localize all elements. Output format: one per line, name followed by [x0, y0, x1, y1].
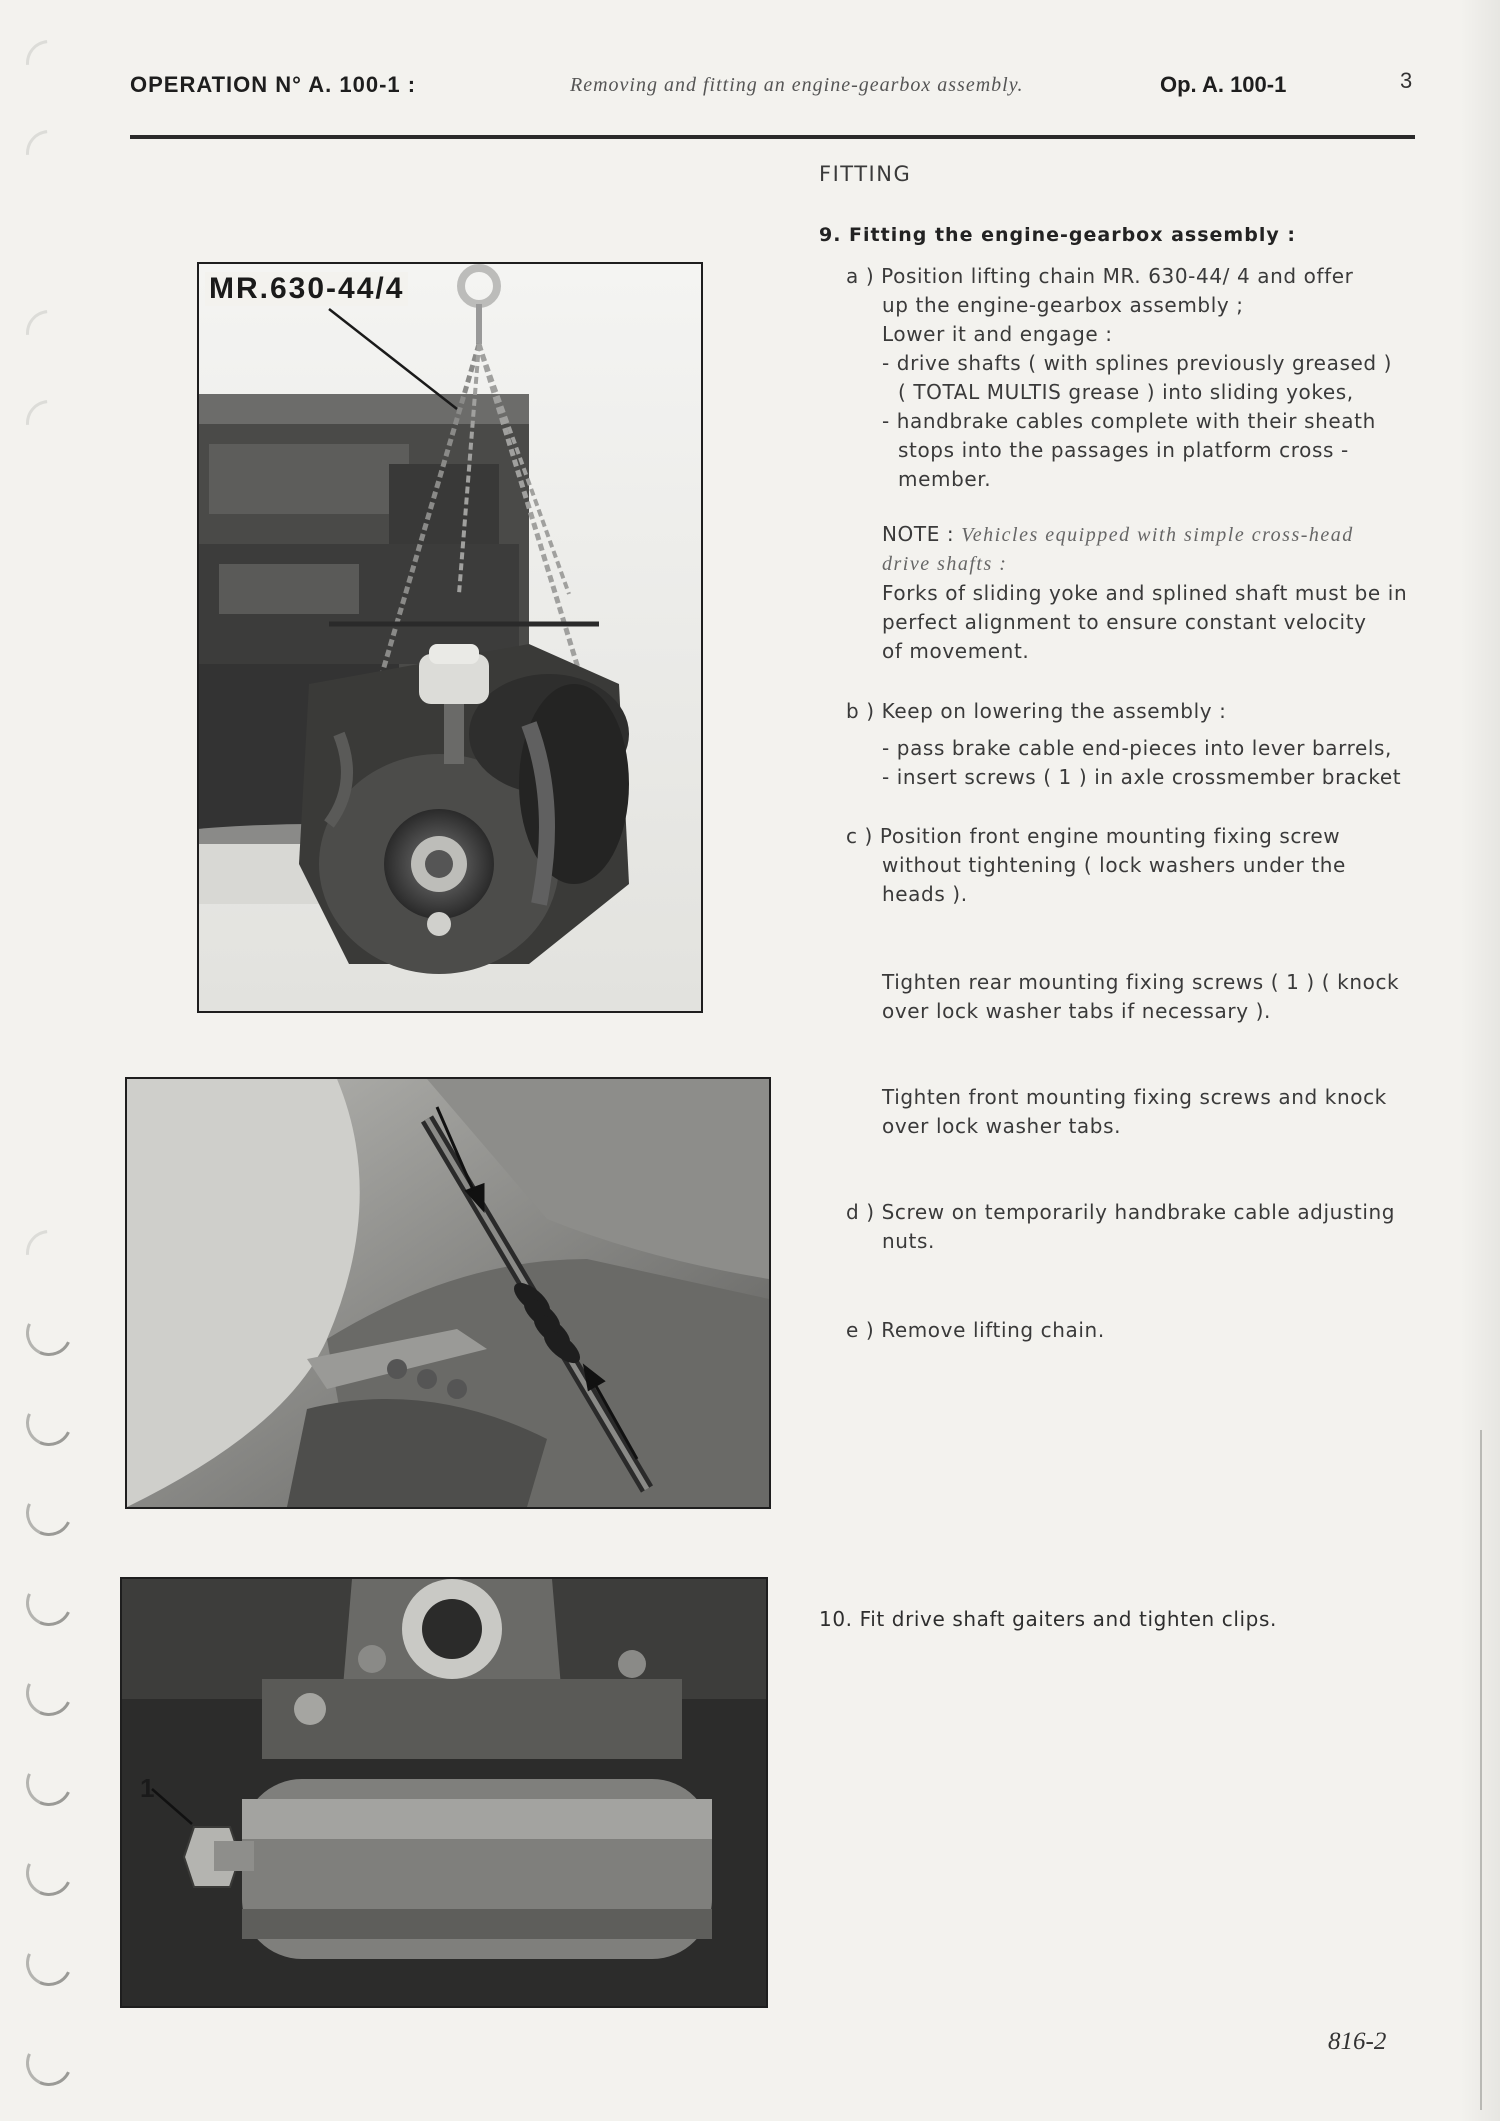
note-heading: Vehicles equipped with simple cross-head	[961, 524, 1354, 546]
text-line: - pass brake cable end-pieces into lever barrels,	[882, 736, 1393, 760]
operation-code: Op. A. 100-1	[1160, 72, 1287, 97]
page-number: 3	[1400, 68, 1413, 93]
text-line: d ) Screw on temporarily handbrake cable adjusting	[846, 1200, 1396, 1224]
binder-hole	[20, 2034, 79, 2093]
binder-hole	[20, 1934, 79, 1993]
text-line: heads ).	[882, 882, 968, 906]
step-e	[846, 1316, 1105, 1345]
text-line: - insert screws ( 1 ) in axle crossmember bracket	[882, 765, 1402, 789]
binder-hole	[20, 1664, 79, 1723]
text-line: a ) Position lifting chain MR. 630-44/ 4 and offer	[846, 264, 1354, 288]
step-9-heading: 9. Fitting the engine-gearbox assembly :	[819, 224, 1296, 246]
text-line: over lock washer tabs if necessary ).	[882, 999, 1271, 1023]
step-d	[846, 1198, 1395, 1256]
note-heading-cont: drive shafts :	[882, 553, 1008, 575]
binder-hole	[17, 1221, 82, 1286]
step-c	[846, 822, 1346, 909]
engine-photo	[199, 264, 701, 1011]
text-line: nuts.	[882, 1229, 935, 1253]
section-heading: FITTING	[819, 162, 912, 186]
binder-hole	[17, 121, 82, 186]
text-line: - handbrake cables complete with their sheath	[882, 409, 1376, 433]
header-rule	[130, 135, 1415, 139]
text-line: c ) Position front engine mounting fixing screw	[846, 824, 1341, 848]
callout-number: 1	[140, 1773, 155, 1803]
text-line: member.	[898, 467, 992, 491]
text-line: Lower it and engage :	[882, 322, 1113, 346]
note-label: NOTE :	[882, 522, 955, 546]
binder-hole	[17, 391, 82, 456]
text-line: perfect alignment to ensure constant velocity	[882, 610, 1367, 634]
step-a	[846, 262, 1392, 494]
binder-hole	[20, 1484, 79, 1543]
binder-hole	[20, 1844, 79, 1903]
binder-hole	[17, 31, 82, 96]
front-mounting-text	[882, 1083, 1387, 1141]
text-line: over lock washer tabs.	[882, 1114, 1122, 1138]
operation-title: Removing and fitting an engine-gearbox assembly.	[570, 74, 1024, 96]
figure-rear-mounting-screw	[120, 1577, 768, 2008]
page-edge-line	[1480, 1430, 1482, 2110]
figure-handbrake-cable	[125, 1077, 771, 1509]
figure-engine-on-lifting-chain	[197, 262, 703, 1013]
page-header	[130, 68, 1415, 108]
handbrake-cable-photo	[127, 1079, 769, 1507]
text-line: stops into the passages in platform cross -	[898, 438, 1349, 462]
binder-hole	[20, 1394, 79, 1453]
text-line: Forks of sliding yoke and splined shaft must be in	[882, 581, 1408, 605]
note-heading-line	[882, 520, 1407, 550]
text-line: Tighten rear mounting fixing screws ( 1 ) ( knock	[882, 970, 1400, 994]
text-line: ( TOTAL MULTIS grease ) into sliding yokes,	[898, 380, 1354, 404]
step-b	[846, 697, 1401, 792]
footer-code: 816-2	[1328, 2028, 1387, 2055]
note-block	[882, 520, 1407, 666]
text-line: Tighten front mounting fixing screws and knock	[882, 1085, 1387, 1109]
step-10	[819, 1605, 1277, 1634]
text-line: e ) Remove lifting chain.	[846, 1318, 1105, 1342]
text-line: without tightening ( lock washers under the	[882, 853, 1346, 877]
binder-hole	[20, 1754, 79, 1813]
text-line: 10. Fit drive shaft gaiters and tighten clips.	[819, 1607, 1277, 1631]
rear-mounting-photo	[122, 1579, 766, 2006]
binder-hole	[20, 1574, 79, 1633]
text-line: of movement.	[882, 639, 1030, 663]
text-line: b ) Keep on lowering the assembly :	[846, 699, 1227, 723]
binder-hole	[20, 1304, 79, 1363]
operation-number: OPERATION N° A. 100-1 :	[130, 72, 417, 97]
text-line: up the engine-gearbox assembly ;	[882, 293, 1244, 317]
text-line: - drive shafts ( with splines previously greased )	[882, 351, 1393, 375]
rear-mounting-text	[882, 968, 1399, 1026]
tool-reference-label: MR.630-44/4	[205, 272, 408, 306]
binder-hole	[17, 301, 82, 366]
